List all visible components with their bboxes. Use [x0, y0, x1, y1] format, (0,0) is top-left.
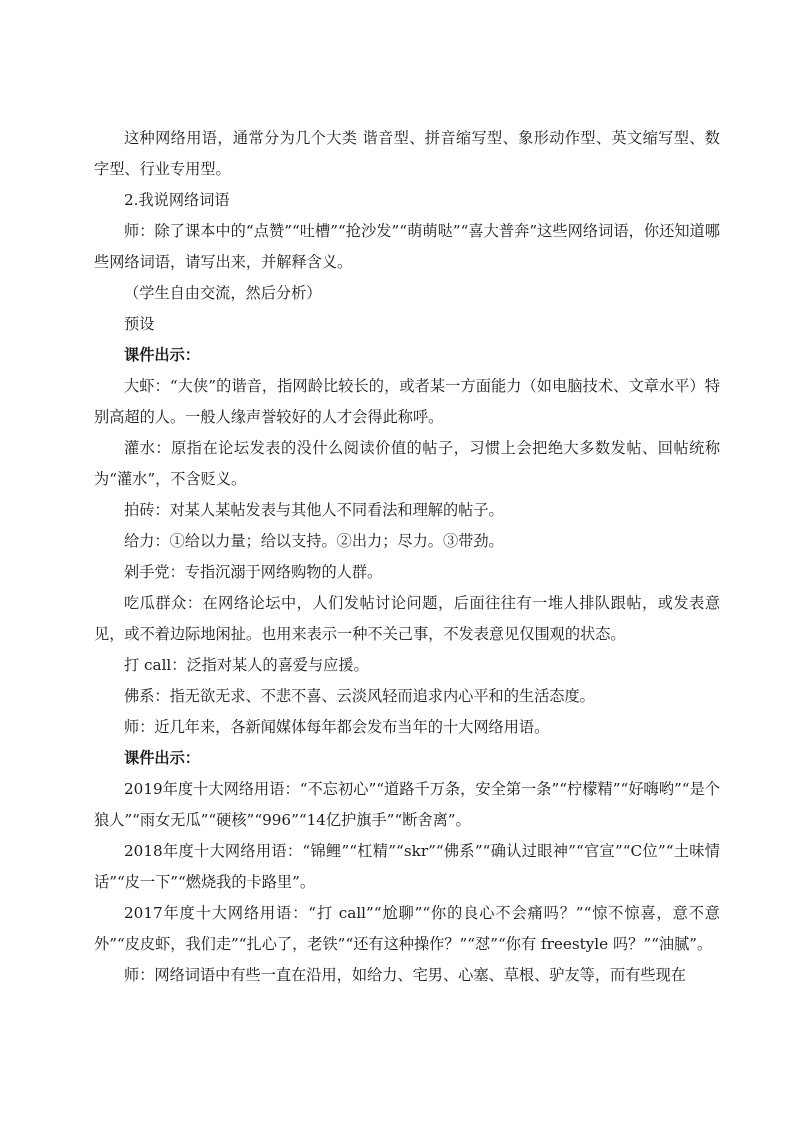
list-2018: 2018年度十大网络用语：“锦鲤”“杠精”“skr”“佛系”“确认过眼神”“官宣”“C位”“土味情话”“皮一下”“燃烧我的卡路里”。 — [94, 842, 720, 891]
section-heading: 2.我说网络词语 — [124, 191, 230, 209]
list-2017: 2017年度十大网络用语：“打 call”“尬聊”“你的良心不会痛吗？”“惊不惊喜，意不意外”“皮皮虾，我们走”“扎心了，老铁”“还有这种操作？”“怼”“你有 freestyle 吗？”“油腻”。 — [94, 904, 720, 953]
courseware-label: 课件出示： — [124, 346, 200, 364]
paragraph-teacher-annual: 师：近几年来，各新闻媒体每年都会发布当年的十大网络用语。 — [124, 718, 550, 736]
term-foxi: 佛系：指无欲无求、不悲不喜、云淡风轻而追求内心平和的生活态度。 — [124, 687, 595, 705]
list-2019: 2019年度十大网络用语：“不忘初心”“道路千万条，安全第一条”“柠檬精”“好嗨哟”“是个狼人”“雨女无瓜”“硬核”“996”“14亿护旗手”“断舍离”。 — [94, 780, 720, 829]
term-chiguaqunzhong: 吃瓜群众：在网络论坛中，人们发帖讨论问题，后面往往有一堆人排队跟帖，或发表意见，或不着边际地闲扯。也用来表示一种不关己事，不发表意见仅围观的状态。 — [94, 594, 720, 643]
term-geili: 给力：①给以力量；给以支持。②出力；尽力。③带劲。 — [124, 532, 504, 550]
courseware-label-2: 课件出示： — [124, 749, 200, 767]
term-paizhuan: 拍砖：对某人某帖发表与其他人不同看法和理解的帖子。 — [124, 501, 504, 519]
term-duoshoudang: 剁手党：专指沉溺于网络购物的人群。 — [124, 563, 383, 581]
paragraph-preset: 预设 — [124, 315, 155, 333]
term-daxia: 大虾：“大侠”的谐音，指网龄比较长的，或者某一方面能力（如电脑技术、文章水平）特别高超的人。一般人缘声誉较好的人才会得此称呼。 — [94, 377, 720, 426]
paragraph-teacher-closing: 师：网络词语中有些一直在沿用，如给力、宅男、心塞、草根、驴友等，而有些现在 — [124, 966, 686, 984]
term-guanshui: 灌水：原指在论坛发表的没什么阅读价值的帖子，习惯上会把绝大多数发帖、回帖统称为“灌水”，不含贬义。 — [94, 439, 720, 488]
paragraph-categories: 这种网络用语，通常分为几个大类 谐音型、拼音缩写型、象形动作型、英文缩写型、数字型、行业专用型。 — [94, 129, 720, 178]
document-body — [94, 123, 720, 991]
paragraph-student-activity: （学生自由交流，然后分析） — [124, 284, 322, 302]
paragraph-teacher-question: 师：除了课本中的“点赞”“吐槽”“抢沙发”“萌萌哒”“喜大普奔”这些网络词语，你还知道哪些网络词语，请写出来，并解释含义。 — [94, 222, 720, 271]
term-dacall: 打 call：泛指对某人的喜爱与应援。 — [124, 656, 369, 674]
